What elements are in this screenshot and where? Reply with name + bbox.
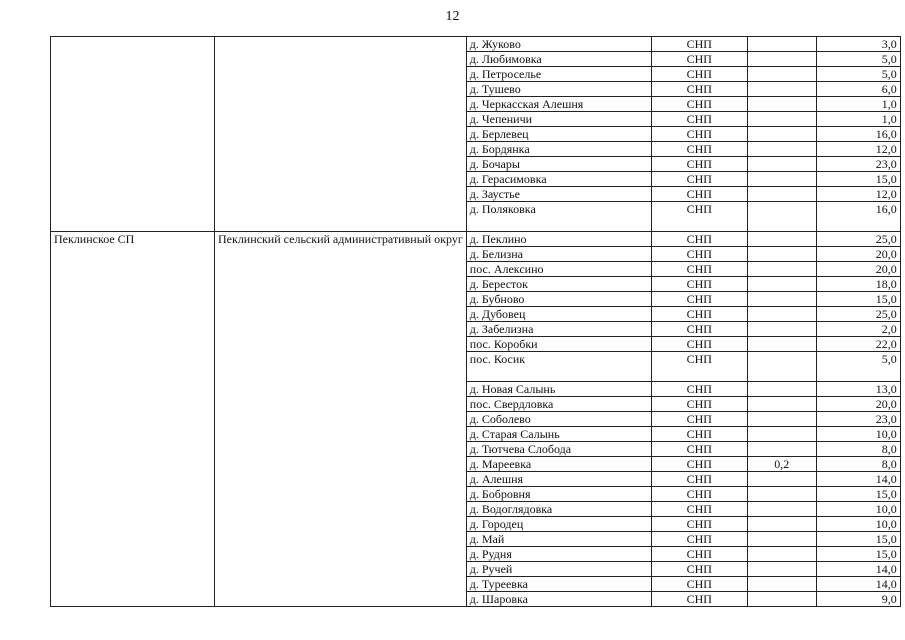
value-cell: 16,0 [816,127,900,142]
extra-value-cell [747,577,816,592]
value-cell: 5,0 [816,67,900,82]
extra-value-cell [747,187,816,202]
settlement-name-cell: д. Петроселье [466,67,651,82]
settlement-type-cell: СНП [651,517,747,532]
value-cell: 6,0 [816,82,900,97]
extra-value-cell [747,517,816,532]
settlement-type-cell: СНП [651,67,747,82]
settlement-type-cell: СНП [651,442,747,457]
value-cell: 25,0 [816,307,900,322]
value-cell: 1,0 [816,97,900,112]
extra-value-cell [747,67,816,82]
settlement-name-cell: д. Любимовка [466,52,651,67]
value-cell: 2,0 [816,322,900,337]
settlement-name-cell: д. Май [466,532,651,547]
settlement-name-cell: д. Белизна [466,247,651,262]
settlement-name-cell: д. Герасимовка [466,172,651,187]
settlement-type-cell: СНП [651,187,747,202]
value-cell: 5,0 [816,52,900,67]
value-cell: 8,0 [816,457,900,472]
value-cell: 14,0 [816,577,900,592]
settlement-type-cell: СНП [651,412,747,427]
value-cell: 10,0 [816,427,900,442]
settlement-type-cell: СНП [651,487,747,502]
value-cell: 15,0 [816,547,900,562]
settlement-name-cell: д. Бобровня [466,487,651,502]
extra-value-cell [747,442,816,457]
settlement-name-cell: д. Берлевец [466,127,651,142]
extra-value-cell [747,502,816,517]
settlement-name-cell: д. Рудня [466,547,651,562]
value-cell: 20,0 [816,262,900,277]
extra-value-cell [747,487,816,502]
settlement-name-cell: д. Водоглядовка [466,502,651,517]
settlement-type-cell: СНП [651,142,747,157]
settlement-name-cell: д. Заустье [466,187,651,202]
settlement-type-cell: СНП [651,247,747,262]
admin-okrug-cell: Пеклинский сельский административный округ [215,232,467,607]
settlement-type-cell: СНП [651,292,747,307]
value-cell: 22,0 [816,337,900,352]
extra-value-cell [747,397,816,412]
extra-value-cell [747,247,816,262]
settlement-type-cell: СНП [651,562,747,577]
settlement-name-cell: д. Тютчева Слобода [466,442,651,457]
settlement-type-cell: СНП [651,157,747,172]
settlement-type-cell: СНП [651,337,747,352]
settlement-name-cell: д. Туреевка [466,577,651,592]
value-cell: 23,0 [816,157,900,172]
value-cell: 20,0 [816,397,900,412]
extra-value-cell [747,292,816,307]
settlement-name-cell: д. Бубново [466,292,651,307]
settlement-name-cell: д. Бересток [466,277,651,292]
settlement-type-cell: СНП [651,352,747,382]
extra-value-cell [747,127,816,142]
value-cell: 14,0 [816,472,900,487]
settlement-name-cell: д. Мареевка [466,457,651,472]
extra-value-cell [747,547,816,562]
settlement-type-cell: СНП [651,172,747,187]
settlement-type-cell: СНП [651,592,747,607]
settlement-name-cell: д. Жуково [466,37,651,52]
extra-value-cell: 0,2 [747,457,816,472]
settlement-name-cell: д. Ручей [466,562,651,577]
extra-value-cell [747,262,816,277]
settlement-name-cell: д. Бордянка [466,142,651,157]
settlement-type-cell: СНП [651,52,747,67]
settlement-type-cell: СНП [651,397,747,412]
value-cell: 15,0 [816,487,900,502]
extra-value-cell [747,232,816,247]
settlement-type-cell: СНП [651,472,747,487]
value-cell: 10,0 [816,502,900,517]
value-cell: 16,0 [816,202,900,232]
settlement-name-cell: пос. Свердловка [466,397,651,412]
settlement-name-cell: пос. Коробки [466,337,651,352]
settlement-type-cell: СНП [651,532,747,547]
value-cell: 13,0 [816,382,900,397]
settlement-name-cell: пос. Алексино [466,262,651,277]
value-cell: 14,0 [816,562,900,577]
settlement-name-cell: д. Дубовец [466,307,651,322]
extra-value-cell [747,322,816,337]
extra-value-cell [747,157,816,172]
value-cell: 25,0 [816,232,900,247]
extra-value-cell [747,562,816,577]
settlement-name-cell: д. Бочары [466,157,651,172]
settlement-type-cell: СНП [651,82,747,97]
settlement-name-cell: д. Чепеничи [466,112,651,127]
extra-value-cell [747,427,816,442]
table-row [51,232,901,247]
value-cell: 18,0 [816,277,900,292]
settlement-name-cell: д. Тушево [466,82,651,97]
settlement-name-cell: д. Новая Салынь [466,382,651,397]
extra-value-cell [747,382,816,397]
settlement-type-cell: СНП [651,127,747,142]
value-cell: 3,0 [816,37,900,52]
value-cell: 15,0 [816,532,900,547]
settlement-name-cell: д. Пеклино [466,232,651,247]
settlement-type-cell: СНП [651,502,747,517]
value-cell: 10,0 [816,517,900,532]
settlement-district-cell [51,37,215,232]
settlement-type-cell: СНП [651,382,747,397]
extra-value-cell [747,202,816,232]
settlement-type-cell: СНП [651,322,747,337]
extra-value-cell [747,337,816,352]
settlement-name-cell: д. Старая Салынь [466,427,651,442]
settlement-type-cell: СНП [651,37,747,52]
page-number: 12 [445,9,460,24]
extra-value-cell [747,592,816,607]
settlement-type-cell: СНП [651,457,747,472]
value-cell: 8,0 [816,442,900,457]
value-cell: 5,0 [816,352,900,382]
settlement-type-cell: СНП [651,307,747,322]
extra-value-cell [747,472,816,487]
settlement-district-cell: Пеклинское СП [51,232,215,607]
settlement-type-cell: СНП [651,262,747,277]
settlement-type-cell: СНП [651,232,747,247]
value-cell: 15,0 [816,172,900,187]
settlement-name-cell: д. Шаровка [466,592,651,607]
value-cell: 12,0 [816,187,900,202]
settlement-name-cell: д. Черкасская Алешня [466,97,651,112]
settlement-name-cell: д. Городец [466,517,651,532]
settlement-type-cell: СНП [651,202,747,232]
extra-value-cell [747,532,816,547]
settlement-name-cell: д. Забелизна [466,322,651,337]
extra-value-cell [747,307,816,322]
extra-value-cell [747,277,816,292]
extra-value-cell [747,82,816,97]
settlement-type-cell: СНП [651,547,747,562]
settlement-name-cell: пос. Косик [466,352,651,382]
admin-okrug-cell [215,37,467,232]
extra-value-cell [747,172,816,187]
settlement-type-cell: СНП [651,97,747,112]
settlement-name-cell: д. Поляковка [466,202,651,232]
settlement-type-cell: СНП [651,427,747,442]
settlement-name-cell: д. Алешня [466,472,651,487]
value-cell: 9,0 [816,592,900,607]
extra-value-cell [747,37,816,52]
extra-value-cell [747,142,816,157]
extra-value-cell [747,97,816,112]
settlement-type-cell: СНП [651,112,747,127]
extra-value-cell [747,412,816,427]
value-cell: 15,0 [816,292,900,307]
settlement-name-cell: д. Соболево [466,412,651,427]
value-cell: 20,0 [816,247,900,262]
extra-value-cell [747,352,816,382]
value-cell: 23,0 [816,412,900,427]
settlements-table [50,36,901,607]
value-cell: 1,0 [816,112,900,127]
extra-value-cell [747,112,816,127]
settlement-type-cell: СНП [651,577,747,592]
table-row [51,37,901,52]
extra-value-cell [747,52,816,67]
settlement-type-cell: СНП [651,277,747,292]
value-cell: 12,0 [816,142,900,157]
